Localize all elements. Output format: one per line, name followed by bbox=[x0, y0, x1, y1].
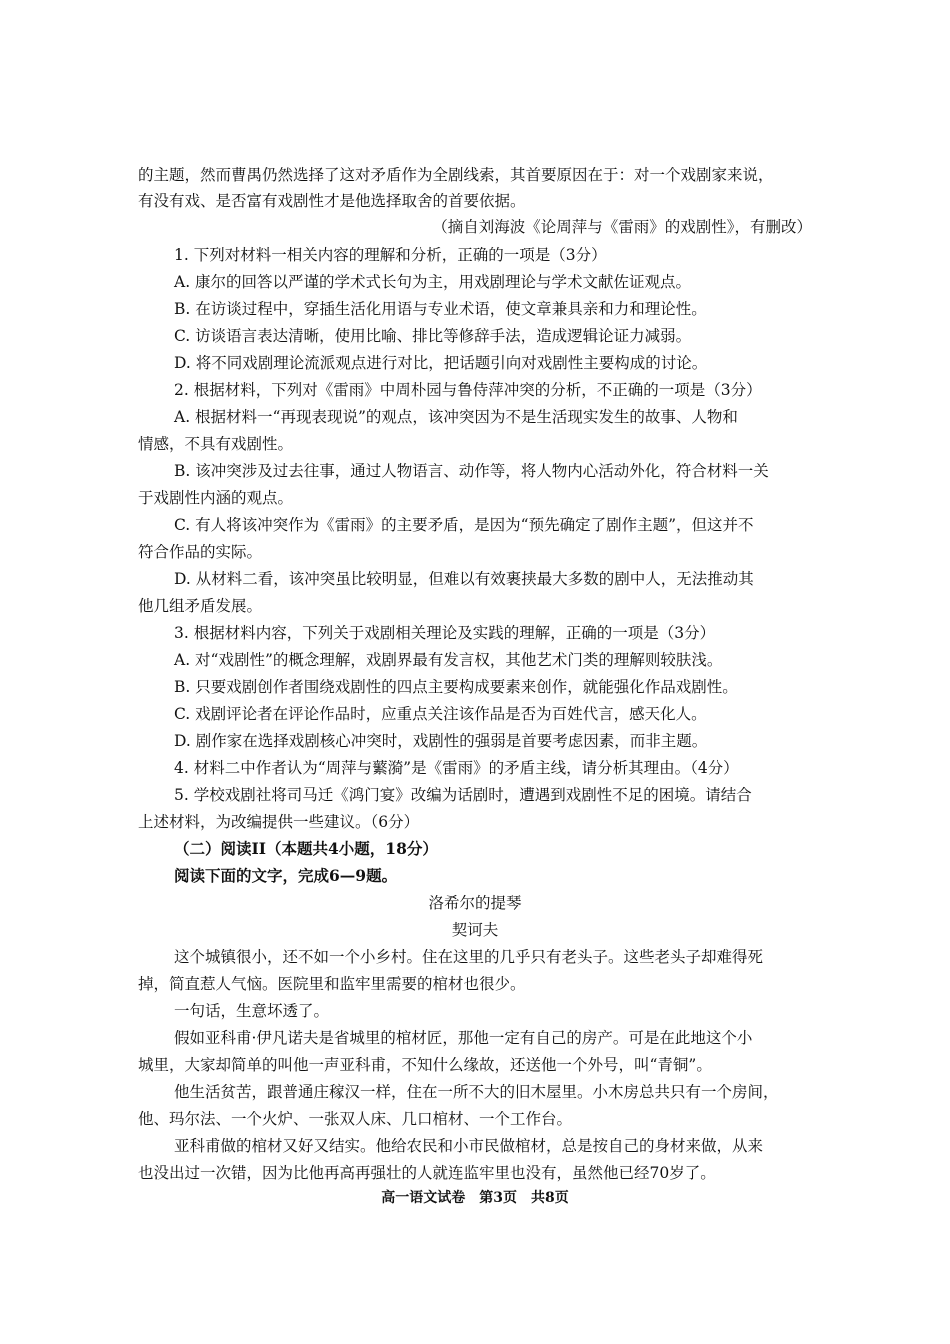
q1-option-c: C. 访谈语言表达清晰，使用比喻、排比等修辞手法，造成逻辑论证力减弱。 bbox=[174, 327, 692, 345]
q1-option-a: A. 康尔的回答以严谨的学术式长句为主，用戏剧理论与学术文献佐证观点。 bbox=[174, 273, 692, 291]
q3-option-c: C. 戏剧评论者在评论作品时，应重点关注该作品是否为百姓代言，感天化人。 bbox=[174, 705, 707, 723]
q2-option-d: D. 从材料二看，该冲突虽比较明显，但难以有效裹挟最大多数的剧中人，无法推动其 bbox=[174, 570, 754, 588]
story-author: 契诃夫 bbox=[451, 921, 499, 939]
q3-option-b: B. 只要戏剧创作者围绕戏剧性的四点主要构成要素来创作，就能强化作品戏剧性。 bbox=[174, 678, 738, 696]
question-3-stem: 3. 根据材料内容，下列关于戏剧相关理论及实践的理解，正确的一项是（3分） bbox=[174, 624, 716, 642]
story-paragraph: 假如亚科甫·伊凡诺夫是省城里的棺材匠，那他一定有自己的房产。可是在此地这个小 bbox=[174, 1029, 753, 1047]
q1-option-b: B. 在访谈过程中，穿插生活化用语与专业术语，使文章兼具亲和力和理论性。 bbox=[174, 300, 707, 318]
source-citation: （摘自刘海波《论周萍与《雷雨》的戏剧性》，有删改） bbox=[432, 218, 812, 236]
q2-option-c-cont: 符合作品的实际。 bbox=[138, 543, 263, 561]
section-heading: （二）阅读II（本题共4小题，18分） bbox=[174, 839, 438, 858]
q2-option-a: A. 根据材料一“再现表现说”的观点，该冲突因为不是生活现实发生的故事、人物和 bbox=[174, 408, 738, 426]
question-5-stem: 5. 学校戏剧社将司马迁《鸿门宴》改编为话剧时，遭遇到戏剧性不足的困境。请结合 bbox=[174, 786, 752, 804]
story-paragraph-cont: 他、玛尔法、一个火炉、一张双人床、几口棺材、一个工作台。 bbox=[138, 1110, 573, 1128]
story-paragraph-cont: 掉，简直惹人气恼。医院里和监牢里需要的棺材也很少。 bbox=[138, 975, 526, 993]
question-4-stem: 4. 材料二中作者认为“周萍与蘩漪”是《雷雨》的矛盾主线，请分析其理由。（4分） bbox=[174, 759, 739, 777]
passage-line: 有没有戏、是否富有戏剧性才是他选择取舍的首要依据。 bbox=[138, 192, 526, 210]
q2-option-c: C. 有人将该冲突作为《雷雨》的主要矛盾，是因为“预先确定了剧作主题”，但这并不 bbox=[174, 516, 754, 534]
section-instruction: 阅读下面的文字，完成6—9题。 bbox=[174, 866, 398, 885]
story-paragraph-cont: 也没出过一次错，因为比他再高再强壮的人就连监牢里也没有，虽然他已经70岁了。 bbox=[138, 1164, 716, 1182]
q2-option-d-cont: 他几组矛盾发展。 bbox=[138, 597, 263, 615]
question-2-stem: 2. 根据材料，下列对《雷雨》中周朴园与鲁侍萍冲突的分析，不正确的一项是（3分） bbox=[174, 381, 762, 399]
q2-option-b: B. 该冲突涉及过去往事，通过人物语言、动作等，将人物内心活动外化，符合材料一关 bbox=[174, 462, 769, 480]
question-5-stem-cont: 上述材料，为改编提供一些建议。（6分） bbox=[138, 813, 420, 831]
story-paragraph: 这个城镇很小，还不如一个小乡村。住在这里的几乎只有老头子。这些老头子却难得死 bbox=[174, 948, 764, 966]
q2-option-b-cont: 于戏剧性内涵的观点。 bbox=[138, 489, 294, 507]
q2-option-a-cont: 情感，不具有戏剧性。 bbox=[138, 435, 294, 453]
q1-option-d: D. 将不同戏剧理论流派观点进行对比，把话题引向对戏剧性主要构成的讨论。 bbox=[174, 354, 708, 372]
story-title: 洛希尔的提琴 bbox=[428, 894, 522, 912]
story-paragraph: 亚科甫做的棺材又好又结实。他给农民和小市民做棺材，总是按自己的身材来做，从来 bbox=[174, 1137, 764, 1155]
question-1-stem: 1. 下列对材料一相关内容的理解和分析，正确的一项是（3分） bbox=[174, 246, 607, 264]
story-paragraph: 一句话，生意坏透了。 bbox=[174, 1002, 330, 1020]
passage-line: 的主题，然而曹禺仍然选择了这对矛盾作为全剧线索，其首要原因在于：对一个戏剧家来说， bbox=[138, 166, 774, 184]
story-paragraph-cont: 城里，大家却简单的叫他一声亚科甫，不知什么缘故，还送他一个外号，叫“青铜”。 bbox=[138, 1056, 712, 1074]
page-footer: 高一语文试卷 第3页 共8页 bbox=[381, 1190, 569, 1206]
story-paragraph: 他生活贫苦，跟普通庄稼汉一样，住在一所不大的旧木屋里。小木房总共只有一个房间， bbox=[174, 1083, 779, 1101]
q3-option-d: D. 剧作家在选择戏剧核心冲突时，戏剧性的强弱是首要考虑因素，而非主题。 bbox=[174, 732, 708, 750]
q3-option-a: A. 对“戏剧性”的概念理解，戏剧界最有发言权，其他艺术门类的理解则较肤浅。 bbox=[174, 651, 723, 669]
